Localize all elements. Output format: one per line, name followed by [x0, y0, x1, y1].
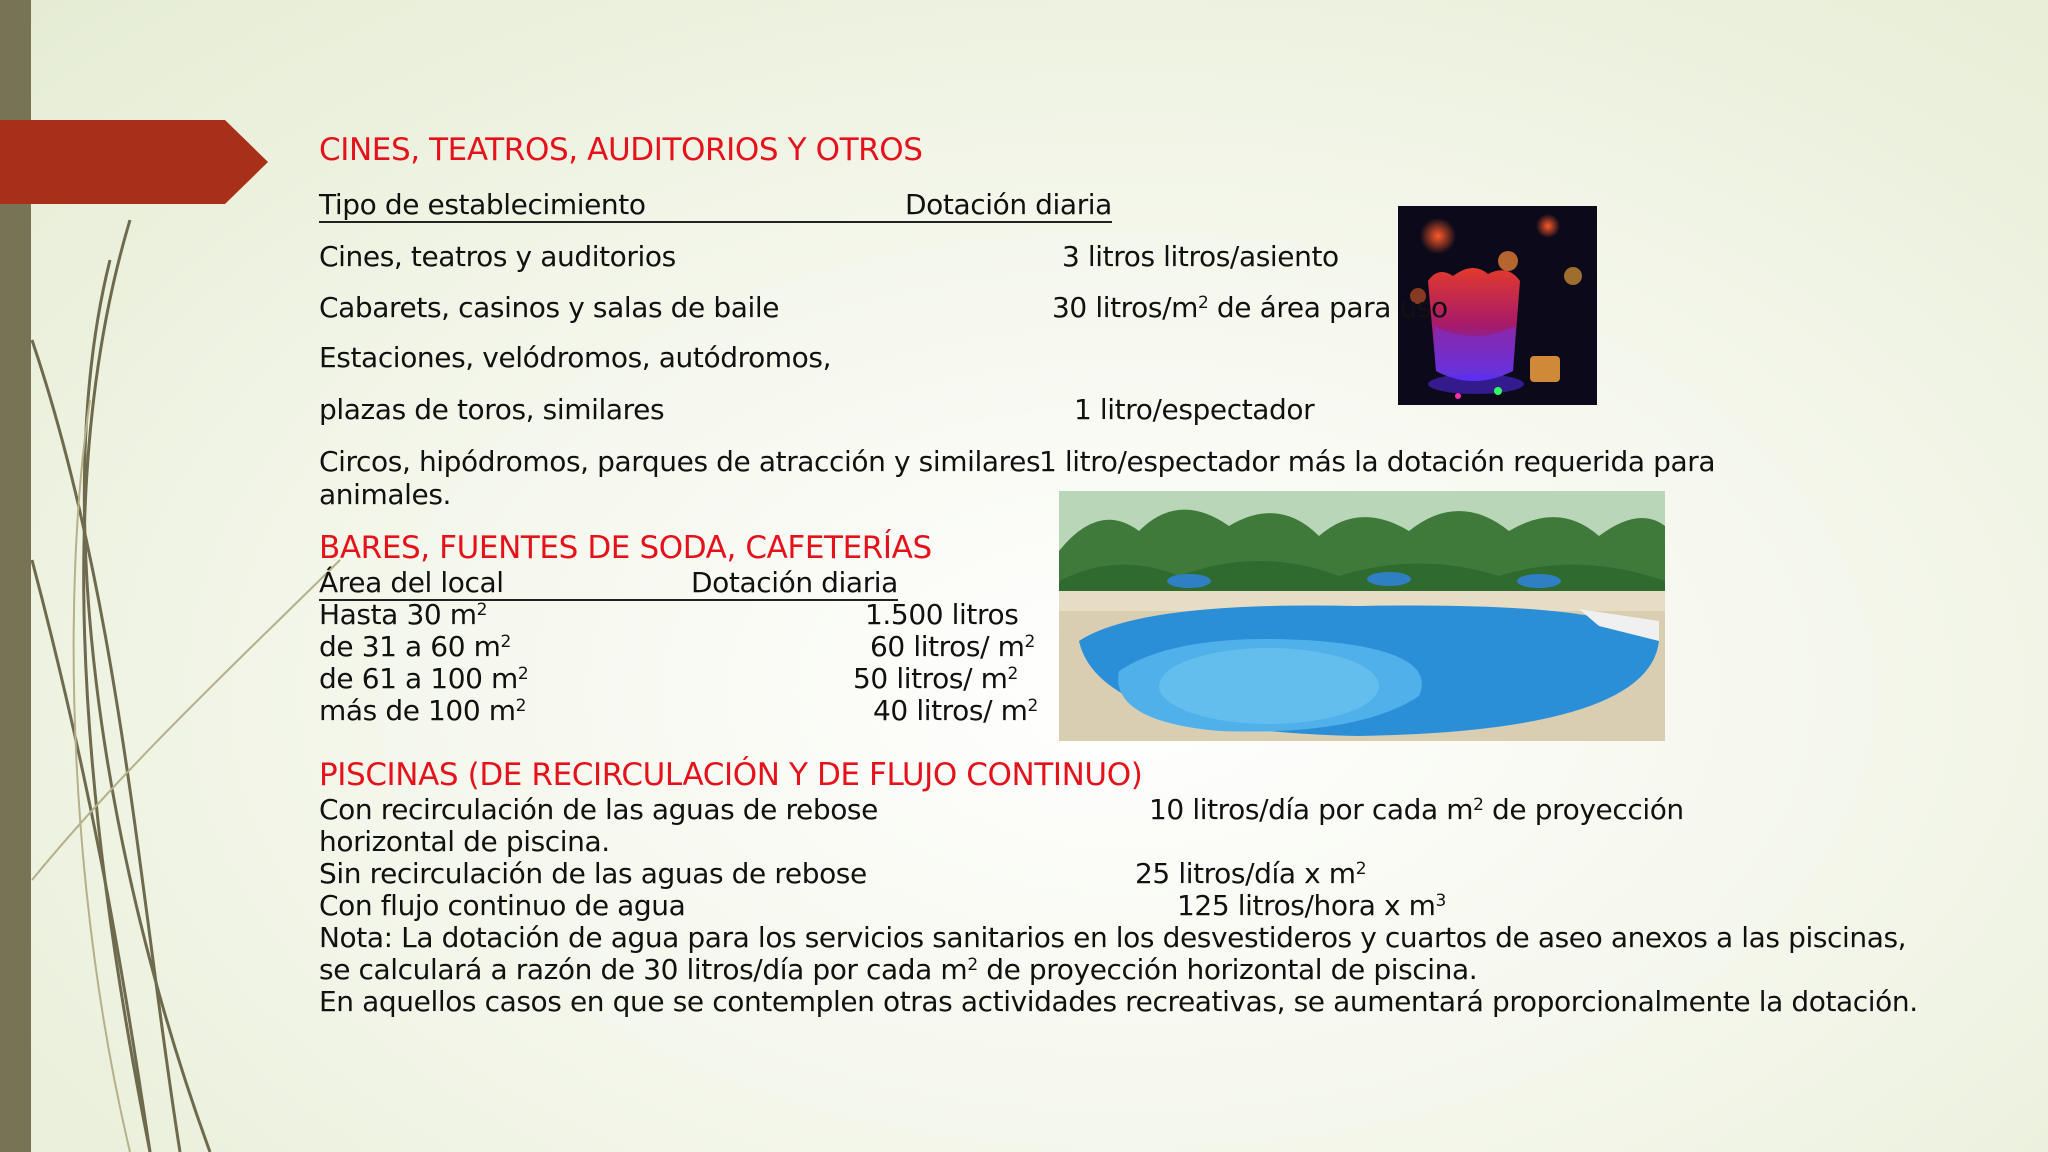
- row-31a60-value: 60 litros/ $m^2$: [870, 630, 1035, 663]
- note-line-2: se calculará a razón de 30 litros/día por cada $m^2$ de proyección horizontal de piscina.: [319, 953, 1478, 986]
- row-mas100-value: 40 litros/ $m^2$: [873, 694, 1038, 727]
- row-cines-label: Cines, teatros y auditorios: [319, 240, 676, 273]
- pool-photo: [1059, 491, 1665, 741]
- column-header-area: Área del local: [319, 567, 691, 601]
- row-plazas-value: 1 litro/espectador: [1074, 393, 1315, 426]
- section-title-piscinas: PISCINAS (DE RECIRCULACIÓN Y DE FLUJO CONTINUO): [319, 757, 1143, 793]
- row-horizontal-label: horizontal de piscina.: [319, 825, 610, 858]
- row-cabarets-label: Cabarets, casinos y salas de baile: [319, 291, 780, 324]
- row-31a60-label: de 31 a 60 $m^2$: [319, 630, 511, 663]
- row-hasta30-value: 1.500 litros: [865, 598, 1019, 631]
- row-cabarets-value: 30 litros/$m^2$ de área para uso: [1052, 291, 1448, 324]
- section-title-bares: BARES, FUENTES DE SODA, CAFETERÍAS: [319, 530, 932, 566]
- red-arrow-shape: [0, 120, 268, 204]
- header-underline-row: [319, 189, 1112, 223]
- column-header-dotacion: Dotación diaria: [905, 188, 1112, 221]
- row-61a100-label: de 61 a 100 $m^2$: [319, 662, 529, 695]
- row-con-recirculacion-value: 10 litros/día por cada $m^2$ de proyección: [1149, 793, 1684, 826]
- row-mas100-label: más de 100 $m^2$: [319, 694, 527, 727]
- row-hasta30-label: Hasta 30 $m^2$: [319, 598, 488, 631]
- column-header-dotacion-2: Dotación diaria: [691, 566, 898, 599]
- note-line-1: Nota: La dotación de agua para los servicios sanitarios en los desvestideros y cuartos de aseo anexos a las piscinas,: [319, 921, 1907, 954]
- row-cines-value: 3 litros litros/asiento: [1062, 240, 1339, 273]
- row-plazas-label: plazas de toros, similares: [319, 393, 665, 426]
- note-line-3: En aquellos casos en que se contemplen otras actividades recreativas, se aumentará proporcionalmente la dotación.: [319, 985, 1918, 1018]
- row-circos-label: Circos, hipódromos, parques de atracción y similares: [319, 445, 1041, 478]
- row-61a100-value: 50 litros/ $m^2$: [853, 662, 1018, 695]
- header-underline-row-2: [319, 567, 898, 601]
- row-circos-value: 1 litro/espectador más la dotación requerida para: [1039, 445, 1716, 478]
- row-animales-label: animales.: [319, 478, 452, 511]
- section-title-cines: CINES, TEATROS, AUDITORIOS Y OTROS: [319, 132, 923, 168]
- row-sin-recirculacion-label: Sin recirculación de las aguas de rebose: [319, 857, 867, 890]
- column-header-tipo: Tipo de establecimiento: [319, 189, 905, 223]
- row-flujo-continuo-value: 125 litros/hora x $m^3$: [1177, 889, 1446, 922]
- row-con-recirculacion-label: Con recirculación de las aguas de rebose: [319, 793, 878, 826]
- row-estaciones-label: Estaciones, velódromos, autódromos,: [319, 341, 832, 374]
- row-sin-recirculacion-value: 25 litros/día x $m^2$: [1135, 857, 1367, 890]
- row-flujo-continuo-label: Con flujo continuo de agua: [319, 889, 686, 922]
